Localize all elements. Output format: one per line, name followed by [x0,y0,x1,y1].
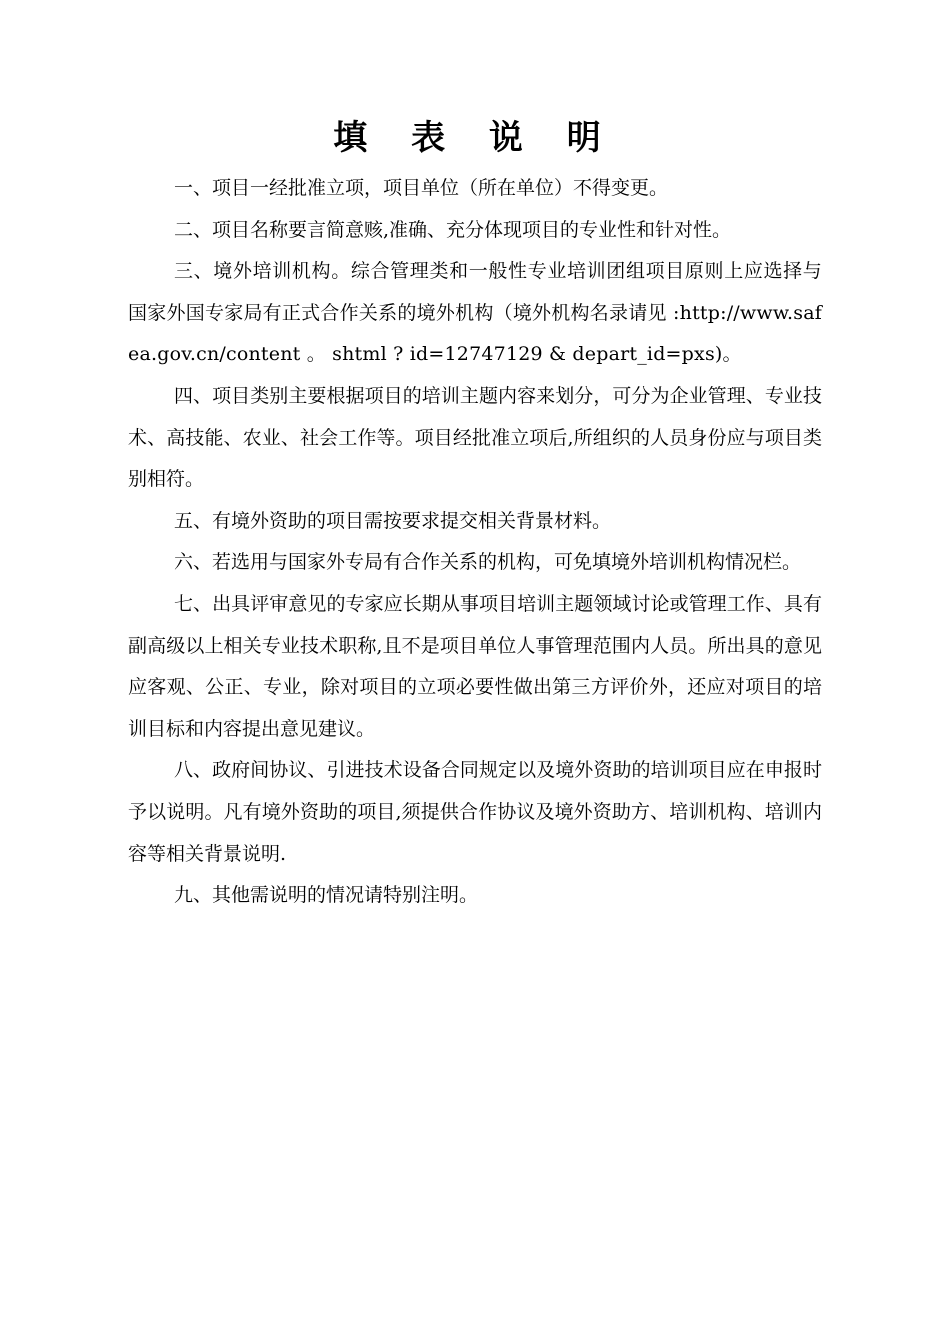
instruction-item-2: 二、项目名称要言简意赅,准确、充分体现项目的专业性和针对性。 [174,218,732,241]
page-title: 填 表 说 明 [333,118,617,158]
instruction-item-6: 六、若选用与国家外专局有合作关系的机构，可免填境外培训机构情况栏。 [174,551,802,574]
instruction-item-5: 五、有境外资助的项目需按要求提交相关背景材料。 [174,509,612,532]
instruction-item-9: 九、其他需说明的情况请特别注明。 [174,884,479,907]
instruction-item-7: 七、出具评审意见的专家应长期从事项目培训主题领域讨论或管理工作、具有副高级以上相关专业技术职称,且不是项目单位人事管理范围内人员。所出具的意见应客观、公正、专业，除对项目的立项必要性做出第三方评价外，还应对项目的培训目标和内容提出意见建议。 [128,592,822,740]
instruction-item-1: 一、项目一经批准立项，项目单位（所在单位）不得变更。 [174,177,669,199]
instruction-item-4: 四、项目类别主要根据项目的培训主题内容来划分，可分为企业管理、专业技术、高技能、农业、社会工作等。项目经批准立项后,所组织的人员身份应与项目类别相符。 [128,384,822,491]
instructions-body [128,168,822,917]
instruction-item-3: 三、境外培训机构。综合管理类和一般性专业培训团组项目原则上应选择与国家外国专家局有正式合作关系的境外机构（境外机构名录请见 :http://www.safea.gov.cn/content 。 shtml ? id=12747129 & depart_id=pxs)。 [128,260,822,366]
instruction-item-8: 八、政府间协议、引进技术设备合同规定以及境外资助的培训项目应在申报时予以说明。凡有境外资助的项目,须提供合作协议及境外资助方、培训机构、培训内容等相关背景说明. [128,759,822,865]
